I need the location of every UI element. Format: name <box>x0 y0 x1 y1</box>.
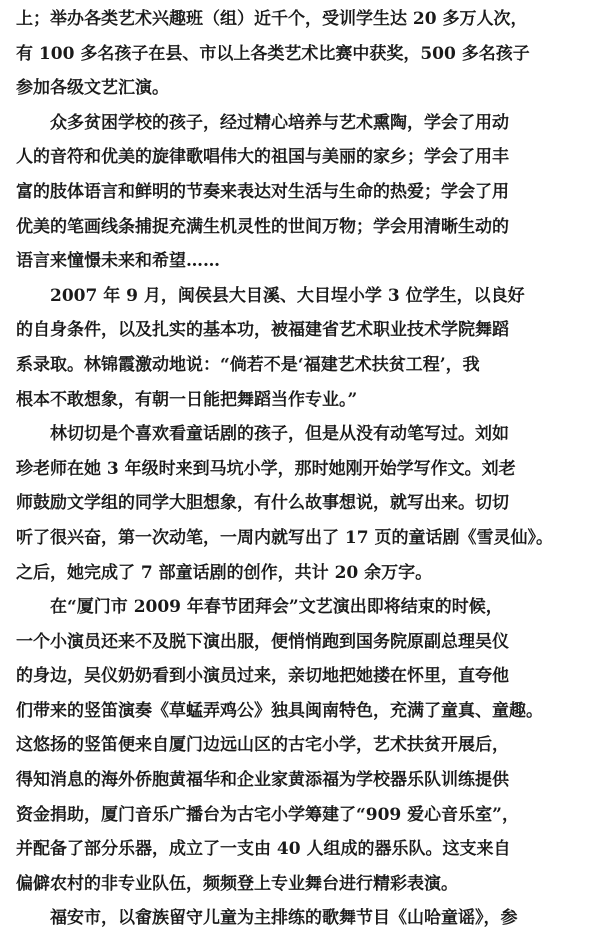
text-line: 的身边，吴仪奶奶看到小演员过来，亲切地把她搂在怀里，直夸他 <box>16 666 509 687</box>
text-line: 这悠扬的竖笛便来自厦门边远山区的古宅小学，艺术扶贫开展后， <box>16 735 509 756</box>
paragraph-start-line: 林切切是个喜欢看童话剧的孩子，但是从没有动笔写过。刘如 <box>50 424 509 445</box>
text-line: 偏僻农村的非专业队伍，频频登上专业舞台进行精彩表演。 <box>16 873 458 894</box>
text-line: 师鼓励文学组的同学大胆想象，有什么故事想说，就写出来。切切 <box>16 493 509 514</box>
text-line: 参加各级文艺汇演。 <box>16 78 169 99</box>
text-line: 并配备了部分乐器，成立了一支由 40 人组成的器乐队。这支来自 <box>16 839 511 860</box>
text-line: 们带来的竖笛演奏《草蜢弄鸡公》独具闽南特色，充满了童真、童趣。 <box>16 700 543 721</box>
text-line: 系录取。林锦霞激动地说：“倘若不是‘福建艺术扶贫工程’，我 <box>16 354 480 375</box>
text-line: 听了很兴奋，第一次动笔，一周内就写出了 17 页的童话剧《雪灵仙》。 <box>16 527 553 548</box>
paragraph-start-line: 福安市，以畲族留守儿童为主排练的歌舞节目《山哈童谣》，参 <box>50 908 518 929</box>
text-line: 上；举办各类艺术兴趣班（组）近千个，受训学生达 20 多万人次， <box>16 9 528 29</box>
text-line: 得知消息的海外侨胞黄福华和企业家黄添福为学校器乐队训练提供 <box>16 770 509 791</box>
paragraph-start-line: 众多贫困学校的孩子，经过精心培养与艺术熏陶，学会了用动 <box>50 112 509 133</box>
text-line: 一个小演员还来不及脱下演出服，便悄悄跑到国务院原副总理吴仪 <box>16 631 509 652</box>
text-line: 富的肢体语言和鲜明的节奏来表达对生活与生命的热爱；学会了用 <box>16 181 509 202</box>
paragraph-start-line: 在“厦门市 2009 年春节团拜会”文艺演出即将结束的时候， <box>50 597 503 618</box>
text-line: 根本不敢想象，有朝一日能把舞蹈当作专业。” <box>16 389 358 410</box>
text-line: 人的音符和优美的旋律歌唱伟大的祖国与美丽的家乡；学会了用丰 <box>16 147 509 168</box>
text-line: 语言来憧憬未来和希望…… <box>16 251 220 272</box>
text-line: 优美的笔画线条捕捉充满生机灵性的世间万物；学会用清晰生动的 <box>16 216 509 237</box>
text-line: 之后，她完成了 7 部童话剧的创作，共计 20 余万字。 <box>16 562 433 583</box>
text-line: 的自身条件，以及扎实的基本功，被福建省艺术职业技术学院舞蹈 <box>16 320 509 341</box>
paragraph-start-line: 2007 年 9 月，闽侯县大目溪、大目埕小学 3 位学生，以良好 <box>50 285 525 306</box>
document-page <box>16 2 586 936</box>
text-line: 有 100 多名孩子在县、市以上各类艺术比赛中获奖，500 多名孩子 <box>16 43 530 64</box>
text-line: 资金捐助，厦门音乐广播台为古宅小学筹建了“909 爱心音乐室”， <box>16 804 519 825</box>
text-line: 珍老师在她 3 年级时来到马坑小学，那时她刚开始学写作文。刘老 <box>16 458 516 479</box>
